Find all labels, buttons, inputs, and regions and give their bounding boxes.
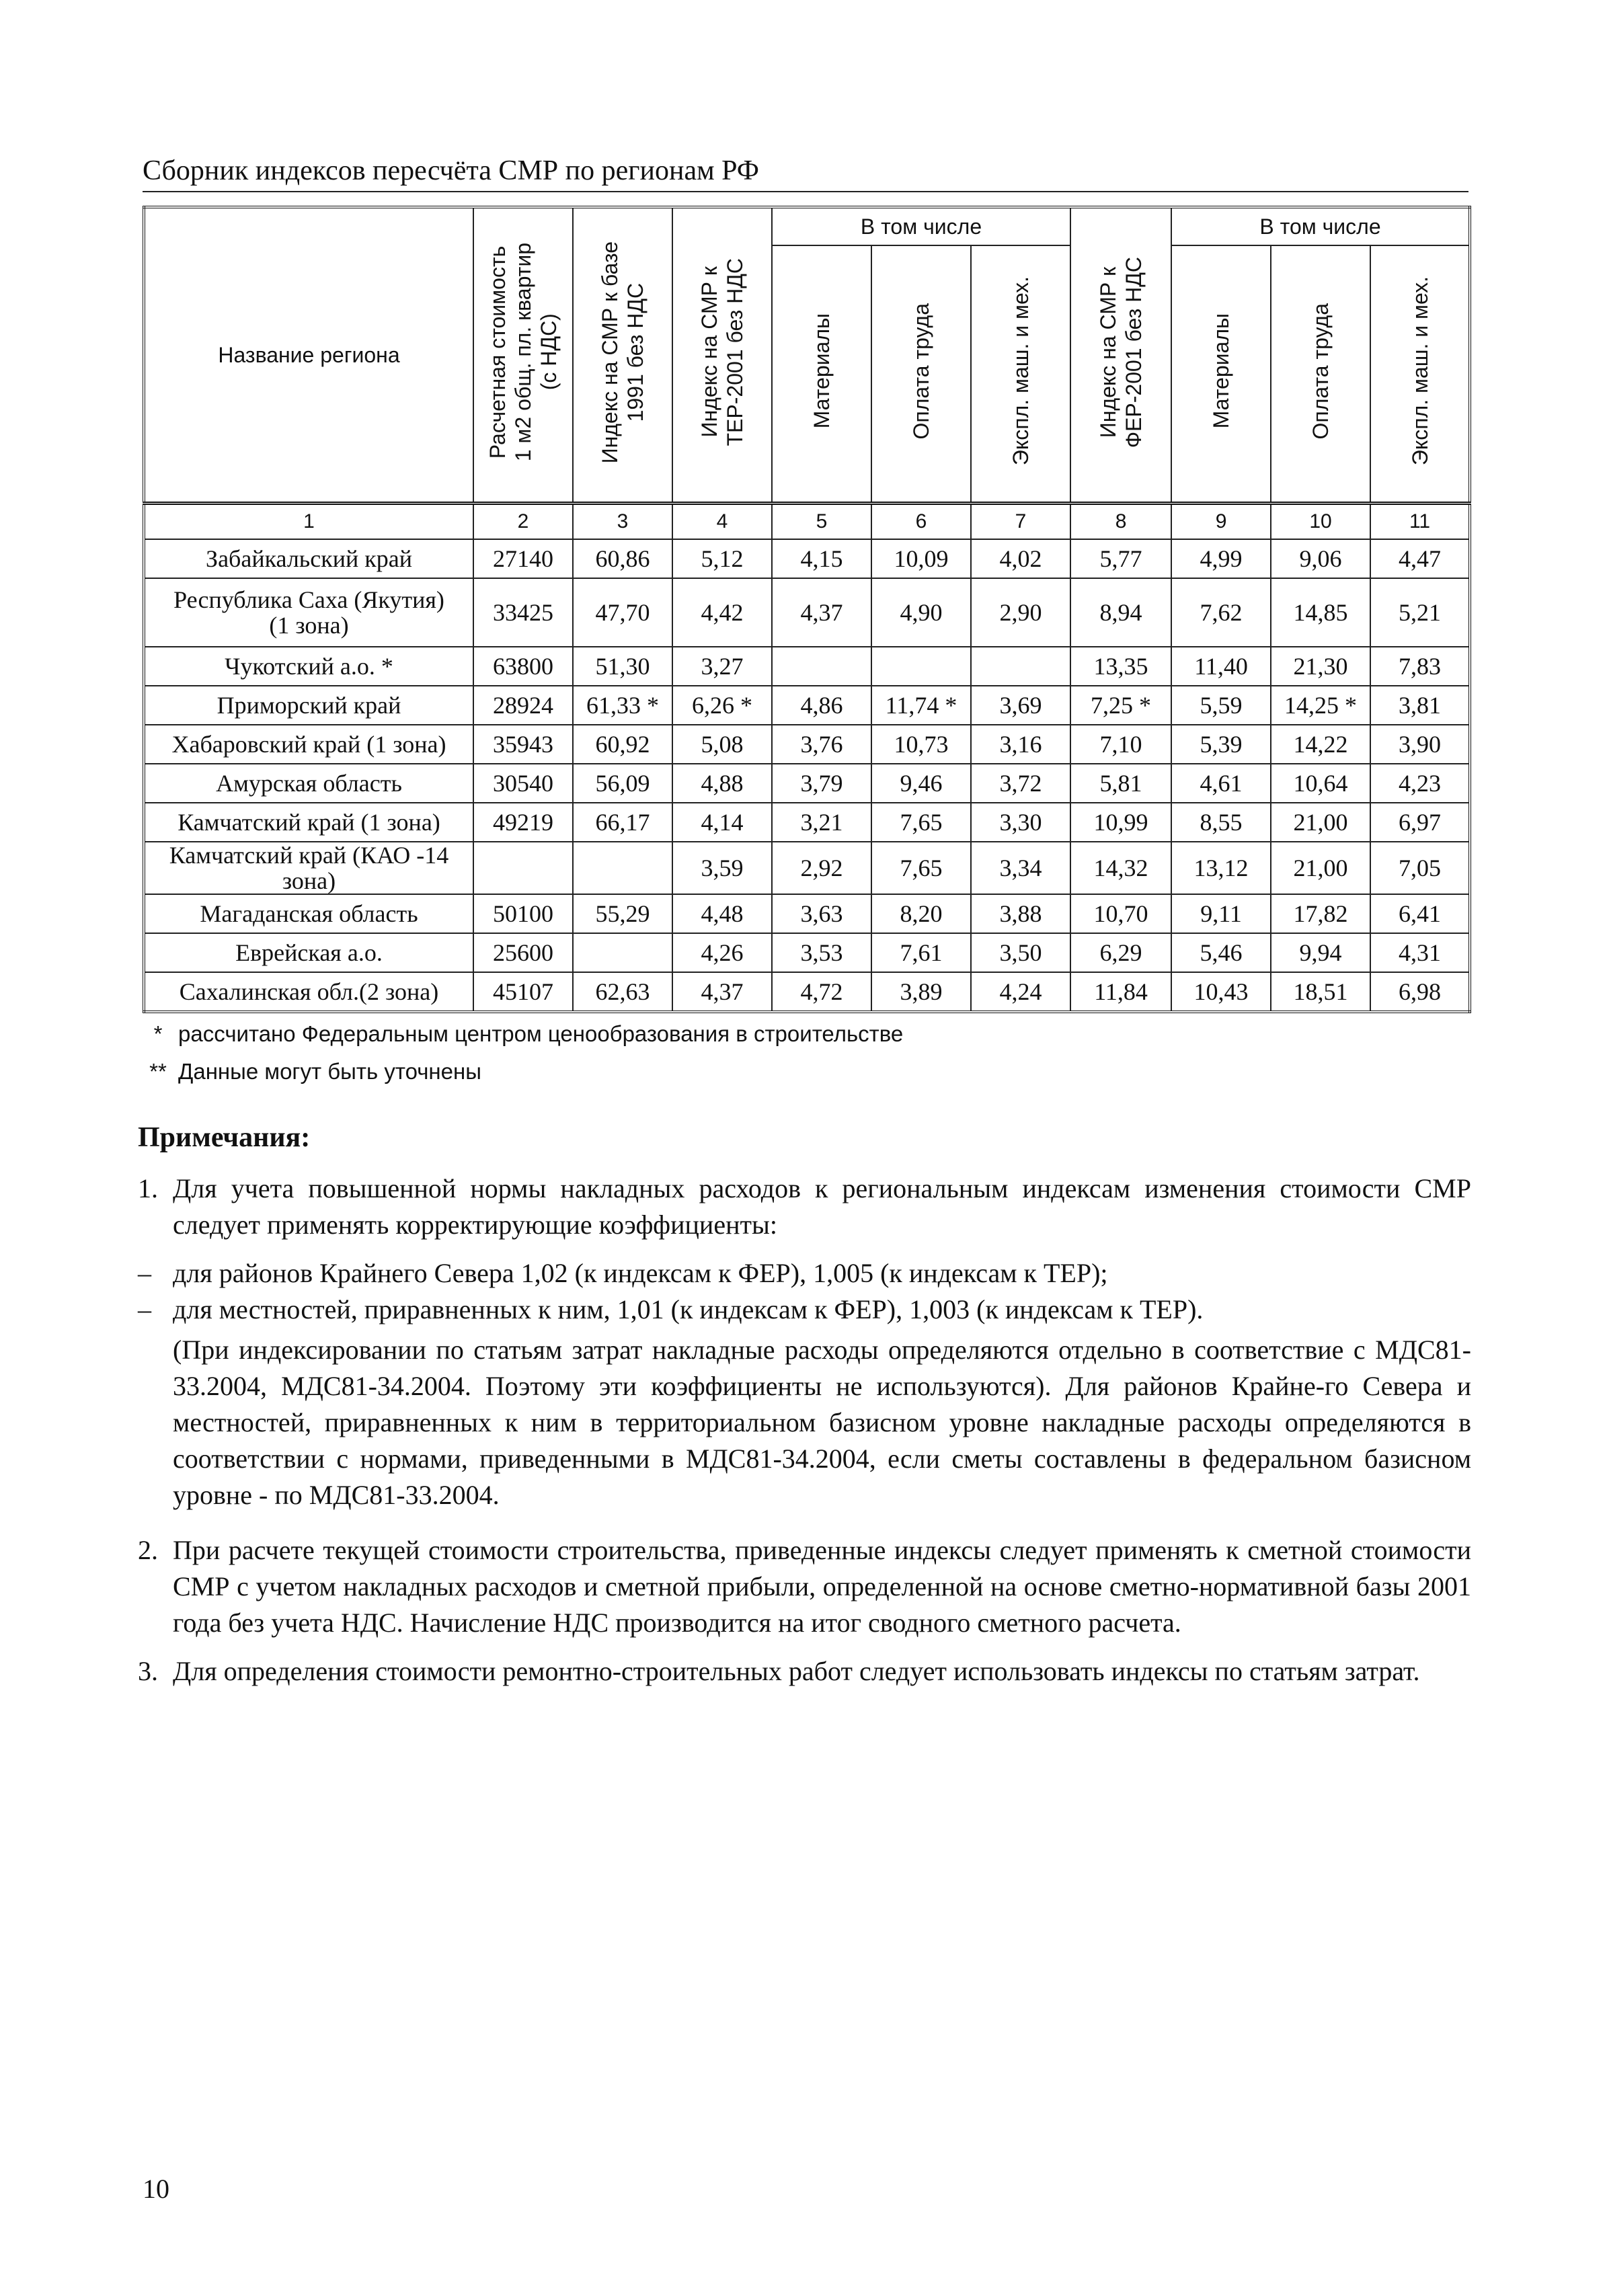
table-cell: [573, 842, 672, 894]
note-2: [138, 1532, 1471, 1641]
header-ter-machines: Экспл. маш. и мех.: [971, 245, 1070, 504]
table-cell: 13,12: [1171, 842, 1271, 894]
header-ter-labor: Оплата труда: [871, 245, 971, 504]
footnote-text: Данные могут быть уточнены: [178, 1059, 481, 1084]
table-cell: 4,61: [1171, 764, 1271, 803]
table-cell: 4,90: [871, 578, 971, 647]
header-group-fer: В том числе: [1171, 207, 1470, 245]
table-cell: 13,35: [1070, 647, 1171, 686]
footnote-mark: **: [149, 1059, 167, 1084]
table-cell: 5,81: [1070, 764, 1171, 803]
table-cell: 6,29: [1070, 933, 1171, 972]
region-name: Хабаровский край (1 зона): [144, 725, 473, 764]
col-number: 2: [473, 504, 573, 540]
footnote-text: рассчитано Федеральным центром ценообразования в строительстве: [178, 1021, 904, 1046]
table-cell: 10,99: [1070, 803, 1171, 842]
table-cell: 14,85: [1271, 578, 1370, 647]
note-number: 2.: [138, 1535, 158, 1565]
table-row: [144, 764, 1470, 803]
footnote-mark: *: [153, 1021, 163, 1046]
header-index-ter: Индекс на СМР к ТЕР-2001 без НДС: [672, 207, 772, 504]
table-cell: [473, 842, 573, 894]
footnote: [138, 1053, 1469, 1091]
table-cell: 51,30: [573, 647, 672, 686]
table-cell: 45107: [473, 972, 573, 1012]
table-cell: 3,21: [772, 803, 871, 842]
table-cell: 27140: [473, 539, 573, 578]
col-number: 10: [1271, 504, 1370, 540]
table-cell: 2,92: [772, 842, 871, 894]
note-number: 1.: [138, 1173, 158, 1203]
table-cell: 4,26: [672, 933, 772, 972]
table-cell: 4,99: [1171, 539, 1271, 578]
table-cell: 11,74 *: [871, 686, 971, 725]
header-region: Название региона: [144, 207, 473, 504]
table-cell: 6,98: [1370, 972, 1470, 1012]
table-row: [144, 578, 1470, 647]
region-name: Республика Саха (Якутия) (1 зона): [144, 578, 473, 647]
table-row: [144, 686, 1470, 725]
table-cell: 3,72: [971, 764, 1070, 803]
table-cell: 7,83: [1370, 647, 1470, 686]
table-cell: 49219: [473, 803, 573, 842]
header-fer-machines: Экспл. маш. и мех.: [1370, 245, 1470, 504]
table-cell: 5,08: [672, 725, 772, 764]
table-cell: 25600: [473, 933, 573, 972]
table-cell: 11,40: [1171, 647, 1271, 686]
table-cell: 14,32: [1070, 842, 1171, 894]
header-index-fer: Индекс на СМР к ФЕР-2001 без НДС: [1070, 207, 1171, 504]
col-number: 6: [871, 504, 971, 540]
table-cell: 6,97: [1370, 803, 1470, 842]
note-1-remark: (При индексировании по статьям затрат накладные расходы определяются отдельно в соответствие с МДС81-33.2004, МДС81-34.2004. Поэтому эти коэффициенты не используются). Для районов Крайне-го Севера и местностей, приравненных к ним в территориальном базисном уровне накладные расходы определяются в соответствии с нормами, приведенными в МДС81-34.2004, если сметы составлены в федеральном базисном уровне - по МДС81-33.2004.: [173, 1335, 1471, 1510]
table-cell: 3,79: [772, 764, 871, 803]
table-cell: 3,30: [971, 803, 1070, 842]
col-number: 1: [144, 504, 473, 540]
footnote: [138, 1015, 1469, 1053]
table-cell: 3,34: [971, 842, 1070, 894]
col-number: 4: [672, 504, 772, 540]
table-cell: 11,84: [1070, 972, 1171, 1012]
table-cell: 3,69: [971, 686, 1070, 725]
table-cell: 28924: [473, 686, 573, 725]
table-row: [144, 842, 1470, 894]
table-cell: 3,63: [772, 894, 871, 933]
note-text: Для определения стоимости ремонтно-строительных работ следует использовать индексы по статьям затрат.: [173, 1656, 1420, 1686]
dash-mark: –: [138, 1294, 151, 1324]
table-cell: 5,12: [672, 539, 772, 578]
page-header: Сборник индексов пересчёта СМР по регионам РФ: [143, 153, 1468, 192]
table-cell: 9,46: [871, 764, 971, 803]
header-group-ter: В том числе: [772, 207, 1070, 245]
header-fer-materials: Материалы: [1171, 245, 1271, 504]
table-cell: 9,94: [1271, 933, 1370, 972]
table-cell: 63800: [473, 647, 573, 686]
footnotes: [138, 1015, 1469, 1091]
notes-title: Примечания:: [138, 1122, 311, 1153]
table-cell: 14,25 *: [1271, 686, 1370, 725]
table-cell: 5,77: [1070, 539, 1171, 578]
table-cell: [971, 647, 1070, 686]
region-name: Забайкальский край: [144, 539, 473, 578]
table-cell: 47,70: [573, 578, 672, 647]
table-cell: 10,73: [871, 725, 971, 764]
table-row: [144, 933, 1470, 972]
table-cell: 4,37: [672, 972, 772, 1012]
table-cell: 61,33 *: [573, 686, 672, 725]
table-cell: 4,88: [672, 764, 772, 803]
table-cell: 3,88: [971, 894, 1070, 933]
table-cell: 3,90: [1370, 725, 1470, 764]
table-cell: 55,29: [573, 894, 672, 933]
header-cost: Расчетная стоимость 1 м2 общ. пл. квартир (с НДС): [473, 207, 573, 504]
col-number: 3: [573, 504, 672, 540]
table-cell: 10,43: [1171, 972, 1271, 1012]
note-1-item: [138, 1292, 1471, 1328]
note-1-item: [138, 1255, 1471, 1292]
table-cell: 7,62: [1171, 578, 1271, 647]
table-cell: 21,00: [1271, 842, 1370, 894]
table-cell: 3,81: [1370, 686, 1470, 725]
table-cell: 35943: [473, 725, 573, 764]
table-cell: 62,63: [573, 972, 672, 1012]
region-name: Сахалинская обл.(2 зона): [144, 972, 473, 1012]
table-cell: 6,41: [1370, 894, 1470, 933]
table-row: [144, 647, 1470, 686]
table-cell: 3,27: [672, 647, 772, 686]
table-cell: 3,89: [871, 972, 971, 1012]
table-cell: 3,50: [971, 933, 1070, 972]
table-cell: 9,06: [1271, 539, 1370, 578]
table-row: [144, 972, 1470, 1012]
table-cell: [871, 647, 971, 686]
region-name: Магаданская область: [144, 894, 473, 933]
table-cell: 7,25 *: [1070, 686, 1171, 725]
note-3: [138, 1653, 1471, 1690]
table-cell: 10,64: [1271, 764, 1370, 803]
header-row-groups: [144, 207, 1470, 245]
table-cell: 14,22: [1271, 725, 1370, 764]
col-number: 8: [1070, 504, 1171, 540]
note-item-text: для районов Крайнего Севера 1,02 (к индексам к ФЕР), 1,005 (к индексам к ТЕР);: [173, 1258, 1108, 1288]
table-cell: 60,92: [573, 725, 672, 764]
table-cell: 4,86: [772, 686, 871, 725]
notes-section: [138, 1119, 1471, 1702]
table-cell: 4,31: [1370, 933, 1470, 972]
table-cell: [772, 647, 871, 686]
note-item-text: для местностей, приравненных к ним, 1,01 (к индексам к ФЕР), 1,003 (к индексам к ТЕР).: [173, 1294, 1204, 1324]
table-cell: 56,09: [573, 764, 672, 803]
region-name: Еврейская а.о.: [144, 933, 473, 972]
note-text: Для учета повышенной нормы накладных расходов к региональным индексам изменения стоимости СМР следует применять корректирующие коэффициенты:: [173, 1173, 1471, 1240]
note-number: 3.: [138, 1656, 158, 1686]
region-name: Чукотский а.о. *: [144, 647, 473, 686]
table-cell: 3,53: [772, 933, 871, 972]
dash-mark: –: [138, 1258, 151, 1288]
regions-table-wrap: [143, 206, 1468, 1013]
table-cell: 60,86: [573, 539, 672, 578]
regions-index-table: [143, 206, 1471, 1013]
table-cell: [573, 933, 672, 972]
region-name: Камчатский край (КАО -14 зона): [144, 842, 473, 894]
table-cell: 4,23: [1370, 764, 1470, 803]
region-name: Амурская область: [144, 764, 473, 803]
note-1: [138, 1171, 1471, 1243]
col-number: 7: [971, 504, 1070, 540]
table-cell: 8,20: [871, 894, 971, 933]
table-cell: 8,55: [1171, 803, 1271, 842]
table-cell: 5,21: [1370, 578, 1470, 647]
note-text: При расчете текущей стоимости строительства, приведенные индексы следует применять к сметной стоимости СМР с учетом накладных расходов и сметной прибыли, определенной на основе сметно-нормативной базы 2001 года без учета НДС. Начисление НДС производится на итог сводного сметного расчета.: [173, 1535, 1471, 1638]
table-cell: 4,37: [772, 578, 871, 647]
table-cell: 17,82: [1271, 894, 1370, 933]
table-cell: 4,24: [971, 972, 1070, 1012]
header-index-1991: Индекс на СМР к базе 1991 без НДС: [573, 207, 672, 504]
table-row: [144, 725, 1470, 764]
table-cell: 8,94: [1070, 578, 1171, 647]
table-cell: 18,51: [1271, 972, 1370, 1012]
table-cell: 4,48: [672, 894, 772, 933]
table-cell: 30540: [473, 764, 573, 803]
region-name: Приморский край: [144, 686, 473, 725]
col-number: 11: [1370, 504, 1470, 540]
table-cell: 4,02: [971, 539, 1070, 578]
table-cell: 7,65: [871, 803, 971, 842]
table-cell: 10,70: [1070, 894, 1171, 933]
region-name: Камчатский край (1 зона): [144, 803, 473, 842]
table-cell: 3,59: [672, 842, 772, 894]
page-number: 10: [143, 2174, 169, 2204]
table-cell: 7,65: [871, 842, 971, 894]
column-number-row: [144, 504, 1470, 540]
table-cell: 2,90: [971, 578, 1070, 647]
header-ter-materials: Материалы: [772, 245, 871, 504]
col-number: 9: [1171, 504, 1271, 540]
table-cell: 10,09: [871, 539, 971, 578]
table-cell: 21,30: [1271, 647, 1370, 686]
table-row: [144, 894, 1470, 933]
table-cell: 4,15: [772, 539, 871, 578]
table-cell: 4,14: [672, 803, 772, 842]
table-cell: 7,10: [1070, 725, 1171, 764]
table-row: [144, 539, 1470, 578]
table-cell: 5,46: [1171, 933, 1271, 972]
table-cell: 3,16: [971, 725, 1070, 764]
table-cell: 4,42: [672, 578, 772, 647]
table-cell: 4,47: [1370, 539, 1470, 578]
col-number: 5: [772, 504, 871, 540]
table-cell: 4,72: [772, 972, 871, 1012]
table-cell: 21,00: [1271, 803, 1370, 842]
table-cell: 50100: [473, 894, 573, 933]
table-cell: 66,17: [573, 803, 672, 842]
table-cell: 3,76: [772, 725, 871, 764]
table-cell: 33425: [473, 578, 573, 647]
table-cell: 5,59: [1171, 686, 1271, 725]
table-cell: 7,61: [871, 933, 971, 972]
table-cell: 7,05: [1370, 842, 1470, 894]
table-row: [144, 803, 1470, 842]
header-fer-labor: Оплата труда: [1271, 245, 1370, 504]
table-cell: 9,11: [1171, 894, 1271, 933]
table-cell: 5,39: [1171, 725, 1271, 764]
table-cell: 6,26 *: [672, 686, 772, 725]
